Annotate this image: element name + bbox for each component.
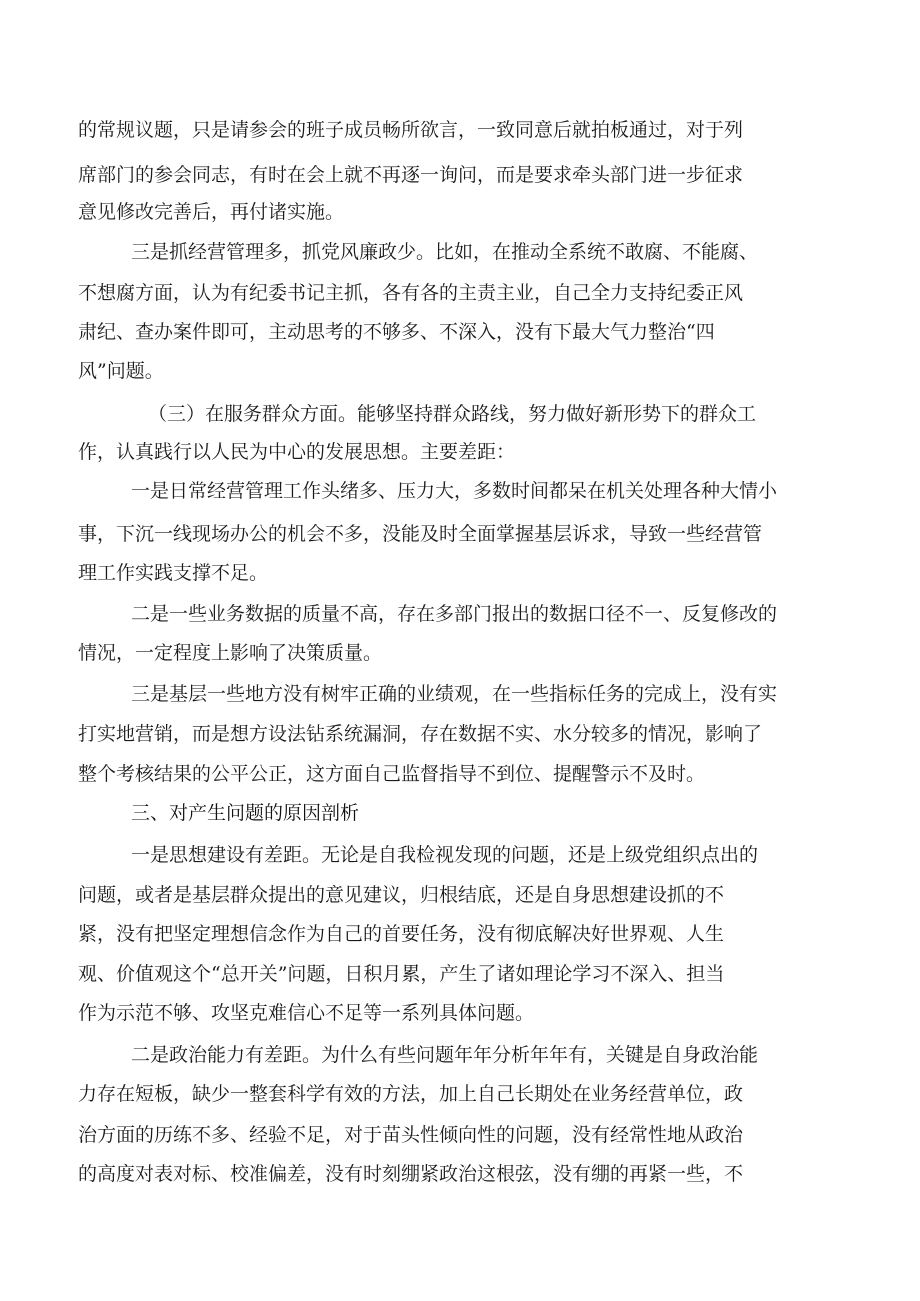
text-line: 不想腐方面，认为有纪委书记主抓，各有各的主责主业，自己全力支持纪委正风	[78, 282, 744, 304]
text-line: 作为示范不够、攻坚克难信心不足等一系列具体问题。	[78, 1002, 535, 1024]
text-line: 二是政治能力有差距。为什么有些问题年年分析年年有，关键是自身政治能	[131, 1044, 759, 1066]
text-line: 一是思想建设有差距。无论是自我检视发现的问题，还是上级党组织点出的	[131, 844, 759, 866]
text-line: 整个考核结果的公平公正，这方面自己监督指导不到位、提醒警示不及时。	[78, 763, 706, 785]
text-line: 情况，一定程度上影响了决策质量。	[78, 642, 383, 664]
text-line: 紧，没有把坚定理想信念作为自己的首要任务，没有彻底解决好世界观、人生	[78, 923, 725, 945]
text-line: 风”问题。	[78, 360, 164, 382]
text-line: 三是基层一些地方没有树牢正确的业绩观，在一些指标任务的完成上，没有实	[131, 683, 778, 705]
text-line: 席部门的参会同志，有时在会上就不再逐一询问，而是要求牵头部门进一步征求	[78, 164, 744, 186]
text-line: 的常规议题，只是请参会的班子成员畅所欲言，一致同意后就拍板通过，对于列	[78, 119, 744, 141]
text-line: 作，认真践行以人民为中心的发展思想。主要差距：	[78, 441, 516, 463]
text-line: 理工作实践支撑不足。	[78, 562, 269, 584]
text-line: 一是日常经营管理工作头绪多、压力大，多数时间都呆在机关处理各种大情小	[131, 480, 778, 502]
text-line: 肃纪、查办案件即可，主动思考的不够多、不深入，没有下最大气力整治“四	[78, 321, 715, 343]
text-line: 力存在短板，缺少一整套科学有效的方法，加上自己长期处在业务经营单位，政	[78, 1083, 744, 1105]
text-line: （三）在服务群众方面。能够坚持群众路线，努力做好新形势下的群众工	[148, 403, 757, 425]
text-line: 三是抓经营管理多，抓党风廉政少。比如，在推动全系统不敢腐、不能腐、	[131, 241, 759, 263]
text-line: 事，下沉一线现场办公的机会不多，没能及时全面掌握基层诉求，导致一些经营管	[78, 523, 763, 545]
text-line: 意见修改完善后，再付诸实施。	[78, 201, 345, 223]
section-heading: 三、对产生问题的原因剖析	[131, 802, 360, 824]
text-line: 二是一些业务数据的质量不高，存在多部门报出的数据口径不一、反复修改的	[131, 603, 778, 625]
text-line: 观、价值观这个“总开关”问题，日积月累，产生了诸如理论学习不深入、担当	[78, 963, 725, 985]
text-line: 问题，或者是基层群众提出的意见建议，归根结底，还是自身思想建设抓的不	[78, 884, 725, 906]
text-line: 治方面的历练不多、经验不足，对于苗头性倾向性的问题，没有经常性地从政治	[78, 1124, 744, 1146]
text-line: 的高度对表对标、校准偏差，没有时刻绷紧政治这根弦，没有绷的再紧一些，不	[78, 1163, 744, 1185]
text-line: 打实地营销，而是想方设法钻系统漏洞，存在数据不实、水分较多的情况，影响了	[78, 723, 763, 745]
